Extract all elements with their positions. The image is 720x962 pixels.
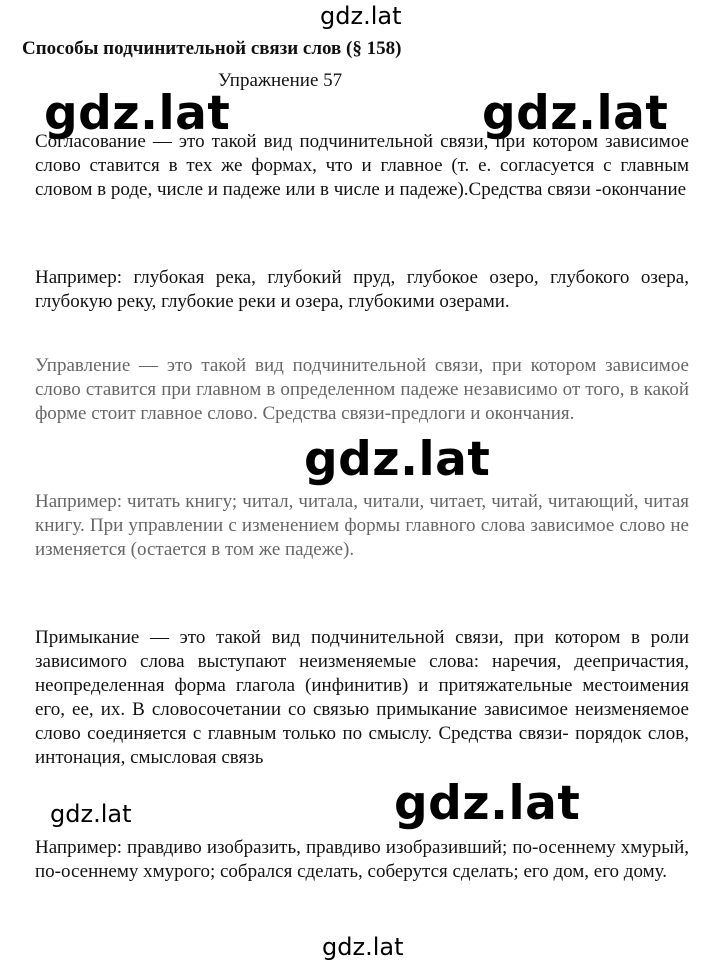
paragraph-government-example: Например: читать книгу; читал, читала, читали, читает, читай, читающий, читая книгу. При управлении с изменением формы главного слова зависимое слово не изменяется (остается в том же падеже). (35, 491, 689, 560)
watermark-large-right: gdz.lat (482, 86, 669, 141)
watermark-top: gdz.lat (320, 2, 402, 30)
paragraph-adjacency-example: Например: правдиво изобразить, правдиво изобразивший; по-осеннему хмурый, по-осеннему хмурого; собрался сделать, соберутся сделать; его дом, его дому. (35, 837, 689, 882)
watermark-large-lower: gdz.lat (394, 776, 581, 831)
paragraph-adjacency: Примыкание — это такой вид подчинительной связи, при котором в роли зависимого слова выступают неизменяемые слова: наречия, деепричастия, неопределенная форма глагола (инфинитив) и притяжательные местоимения его, ее, их. В словосочетании со связью примыкание зависимое неизменяемое слово соединяется с главным только по смыслу. Средства связи- порядок слов, интонация, смысловая связь (35, 627, 689, 768)
watermark-large-center: gdz.lat (304, 432, 491, 487)
paragraph-government: Управление — это такой вид подчинительной связи, при котором зависимое слово ставится при главном в определенном падеже независимо от того, в какой форме стоит главное слово. Средства связи-предлоги и окончания. (35, 355, 689, 424)
watermark-small-left: gdz.lat (50, 800, 132, 828)
watermark-large-left: gdz.lat (44, 86, 231, 141)
paragraph-agreement-example: Например: глубокая река, глубокий пруд, глубокое озеро, глубокого озера, глубокую реку, глубокие реки и озера, глубокими озерами. (35, 267, 689, 312)
exercise-label: Упражнение 57 (218, 70, 343, 91)
watermark-bottom: gdz.lat (322, 933, 404, 961)
paragraph-agreement: Согласование — это такой вид подчинительной связи, при котором зависимое слово ставится в тех же формах, что и главное (т. е. согласуется с главным словом в роде, числе и падеже или в числе и падеже).Средства связи -окончание (35, 131, 689, 200)
page-title: Способы подчинительной связи слов (§ 158) (22, 38, 402, 59)
